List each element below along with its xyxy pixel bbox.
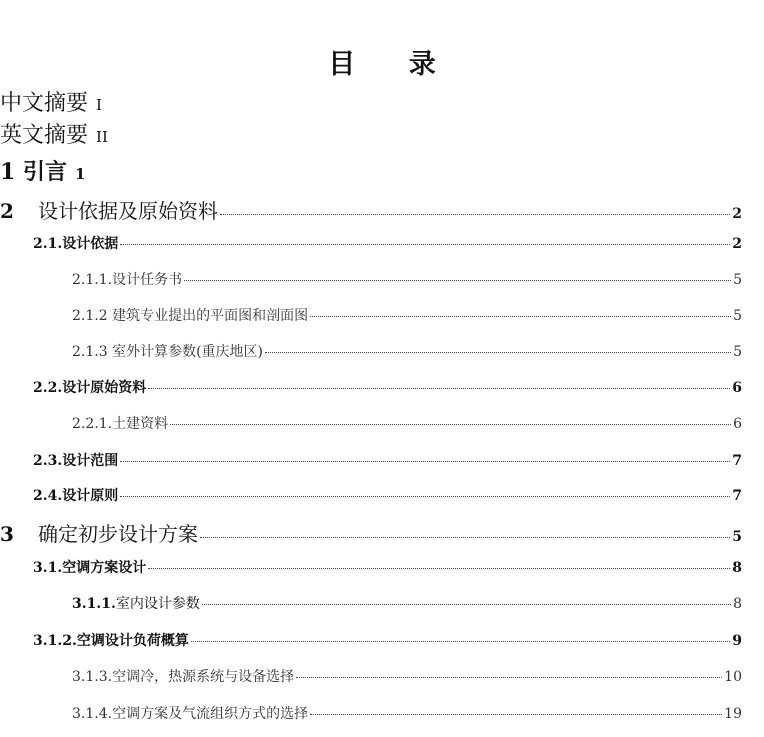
toc-entry-abstract-cn[interactable] — [0, 86, 102, 117]
toc-entry-label: 2.1.设计依据 — [33, 236, 119, 252]
toc-entry-label: 2.3.设计范围 — [33, 453, 119, 469]
toc-entry[interactable] — [0, 518, 742, 547]
toc-page-number: 1 — [74, 165, 86, 183]
toc-page-number: 5 — [732, 529, 742, 545]
toc-page-number: 5 — [733, 308, 742, 324]
dot-leader — [296, 677, 722, 678]
dot-leader — [148, 388, 730, 389]
toc-entry-label: 1 引言 — [0, 159, 67, 185]
toc-entry-label: 中文摘要 — [0, 91, 89, 116]
toc-page-number: 6 — [732, 380, 742, 396]
toc-entry-number: 2 — [0, 199, 14, 223]
toc-page-number: 2 — [732, 236, 742, 252]
toc-entry[interactable] — [33, 557, 742, 577]
toc-page-number: 8 — [732, 560, 742, 576]
toc-entry[interactable] — [72, 341, 742, 361]
toc-entry-label: 2.1.1.设计任务书 — [72, 272, 183, 288]
toc-page-number: 5 — [733, 344, 742, 360]
toc-entry-label: 2.2.1.土建资料 — [72, 416, 169, 432]
toc-page-number: 7 — [732, 453, 742, 469]
toc-entry-label: 2.1.3 室外计算参数(重庆地区) — [72, 344, 263, 360]
toc-page-number: 7 — [732, 488, 742, 504]
toc-entry[interactable] — [72, 593, 742, 613]
toc-entry-label: 英文摘要 — [0, 123, 89, 148]
dot-leader — [220, 214, 730, 215]
toc-page-number: 5 — [733, 272, 742, 288]
toc-entry[interactable] — [72, 305, 742, 325]
dot-leader — [202, 604, 731, 605]
toc-page-number: 2 — [732, 206, 742, 222]
toc-entry-label: 3.1.空调方案设计 — [33, 560, 147, 576]
toc-entry-label: 3.1.2.空调设计负荷概算 — [33, 633, 189, 649]
toc-entry[interactable] — [72, 666, 742, 686]
toc-page-number: 19 — [724, 706, 742, 722]
toc-entry-label: 室内设计参数 — [115, 596, 200, 612]
dot-leader — [310, 714, 722, 715]
toc-page-number: II — [96, 128, 108, 146]
dot-leader — [184, 280, 731, 281]
dot-leader — [200, 537, 730, 538]
toc-entry[interactable] — [33, 630, 742, 650]
toc-entry-label: 3.1.4.空调方案及气流组织方式的选择 — [72, 706, 309, 722]
toc-entry-label: 确定初步设计方案 — [38, 522, 198, 546]
dot-leader — [148, 568, 730, 569]
toc-page-number: 8 — [733, 596, 742, 612]
dot-leader — [310, 316, 731, 317]
dot-leader — [120, 461, 730, 462]
toc-entry-label: 2.2.设计原始资料 — [33, 380, 147, 396]
toc-page-number: 6 — [733, 416, 742, 432]
toc-entry-number: 3.1.1. — [72, 596, 116, 612]
toc-entry-label: 2.4.设计原则 — [33, 488, 119, 504]
dot-leader — [120, 244, 730, 245]
toc-entry[interactable] — [33, 485, 742, 505]
dot-leader — [120, 496, 730, 497]
toc-entry[interactable] — [72, 703, 742, 723]
toc-entry[interactable] — [33, 377, 742, 397]
toc-entry[interactable] — [33, 450, 742, 470]
toc-entry[interactable] — [72, 413, 742, 433]
dot-leader — [170, 424, 731, 425]
toc-entry[interactable] — [33, 233, 742, 253]
toc-entry-label: 3.1.3.空调冷，热源系统与设备选择 — [72, 669, 295, 685]
toc-page-number: I — [96, 96, 102, 114]
toc-entry-label: 2.1.2 建筑专业提出的平面图和剖面图 — [72, 308, 309, 324]
toc-page-number: 10 — [724, 669, 742, 685]
toc-entry[interactable] — [0, 195, 742, 224]
toc-page-number: 9 — [732, 633, 742, 649]
toc-entry-abstract-en[interactable] — [0, 118, 108, 149]
toc-entry-intro[interactable] — [0, 155, 85, 186]
toc-entry[interactable] — [72, 269, 742, 289]
page-title: 目 录 — [328, 49, 458, 80]
dot-leader — [265, 352, 731, 353]
toc-entry-label: 设计依据及原始资料 — [38, 199, 218, 223]
toc-entry-number: 3 — [0, 522, 14, 546]
dot-leader — [191, 641, 730, 642]
